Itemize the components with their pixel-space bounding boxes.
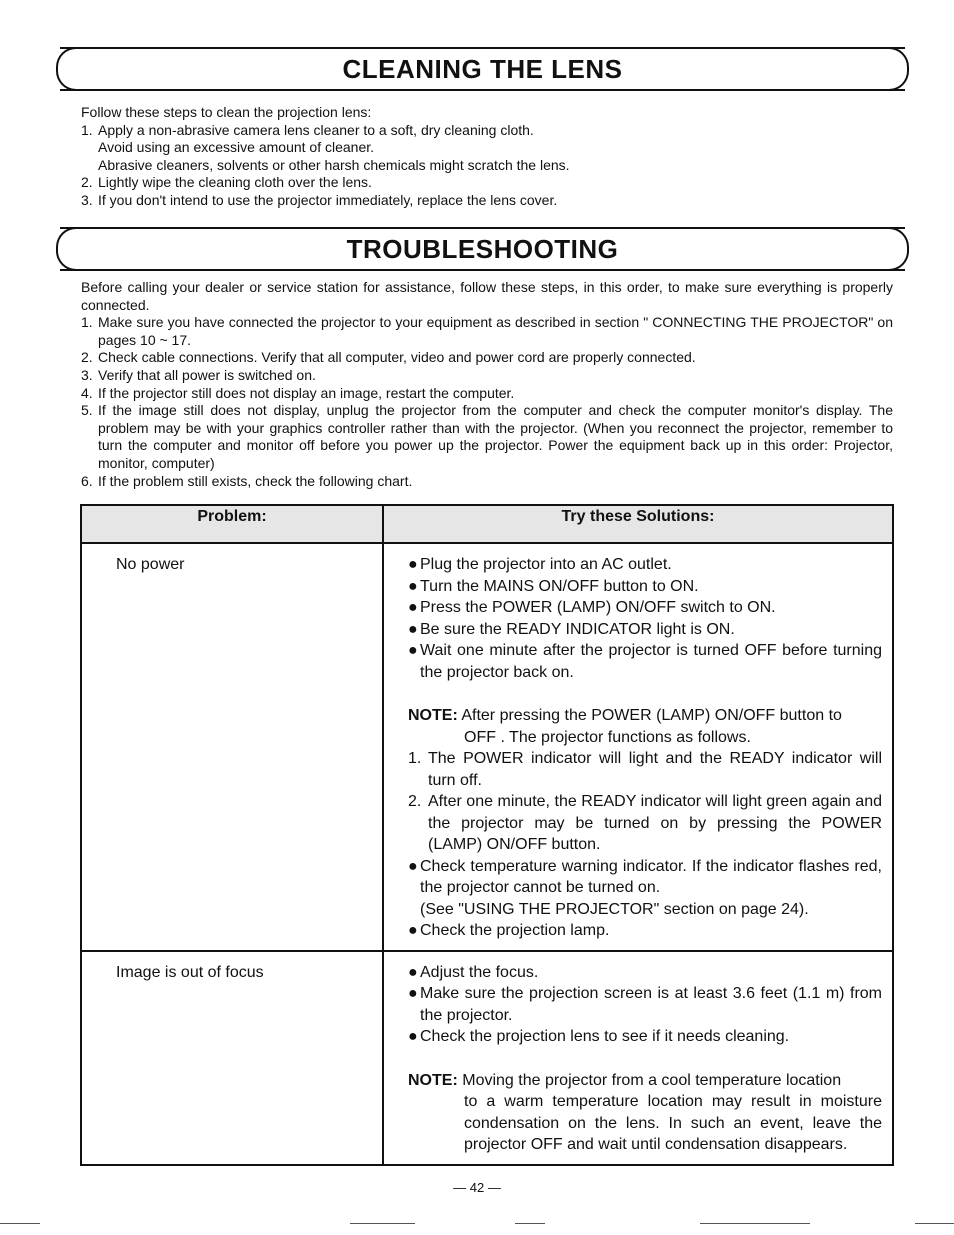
troubleshooting-step-1: 1. Make sure you have connected the projector to your equipment as described in section " CONNECTING THE PROJECTOR" on pages 10 ~ 17. (81, 314, 893, 348)
bullet-icon: ● (408, 922, 418, 939)
scan-artifact-line (515, 1223, 545, 1224)
note-block (408, 1070, 882, 1156)
bullet-icon: ● (408, 1028, 418, 1045)
troubleshooting-section-banner (60, 227, 905, 271)
troubleshooting-step-2: 2. Check cable connections. Verify that all computer, video and power cord are properly connected. (81, 349, 696, 366)
cleaning-step-3: 3. If you don't intend to use the projector immediately, replace the lens cover. (81, 191, 558, 208)
scan-artifact-line (0, 1223, 40, 1224)
scan-artifact-line (700, 1223, 810, 1224)
table-row (81, 951, 893, 1165)
solution-item: ● Be sure the READY INDICATOR light is ON. (408, 619, 882, 641)
troubleshooting-steps (81, 279, 893, 490)
solution-item: ● Check the projection lens to see if it needs cleaning. (408, 1026, 882, 1048)
note-label: NOTE: (408, 1071, 458, 1089)
note-text: to a warm temperature location may result in moisture condensation on the lens. In such an event, leave the projector OFF and wait until condensation disappears. (464, 1093, 882, 1153)
cleaning-intro: Follow these steps to clean the projection lens: (81, 104, 372, 120)
bullet-icon: ● (408, 857, 418, 875)
solution-item: ● Make sure the projection screen is at least 3.6 feet (1.1 m) from the projector. (408, 985, 882, 1024)
troubleshooting-intro: Before calling your dealer or service station for assistance, follow these steps, in this order, to make sure everything is properly connected. (81, 279, 893, 313)
troubleshooting-step-4: 4. If the projector still does not display an image, restart the computer. (81, 384, 515, 401)
header-problem: Problem: (81, 505, 383, 543)
solution-item: ● Wait one minute after the projector is turned OFF before turning the projector back on. (408, 642, 882, 681)
scan-artifact-line (915, 1223, 954, 1224)
solution-item: ● Plug the projector into an AC outlet. (408, 554, 882, 576)
cleaning-steps (81, 104, 893, 210)
troubleshooting-step-6: 6. If the problem still exists, check the following chart. (81, 472, 413, 489)
table-row (81, 543, 893, 951)
scan-artifact-line (350, 1223, 415, 1224)
solution-item: ● Turn the MAINS ON/OFF button to ON. (408, 576, 882, 598)
bullet-icon: ● (408, 963, 418, 981)
cleaning-title: CLEANING THE LENS (342, 54, 623, 84)
troubleshooting-table (80, 504, 894, 1166)
header-solutions: Try these Solutions: (383, 505, 893, 543)
solution-item: ● Adjust the focus. (408, 962, 882, 984)
problem-cell: No power (81, 543, 383, 951)
note-first-line: Moving the projector from a cool temperature location (462, 1071, 842, 1089)
solution-item: ● Check the projection lamp. (408, 920, 882, 942)
table-header-row (81, 505, 893, 543)
page-number: — 42 — (453, 1180, 501, 1195)
bullet-icon: ● (408, 620, 418, 638)
bullet-icon: ● (408, 599, 418, 616)
numbered-item: 2. After one minute, the READY indicator will light green again and the projector may be turned on by pressing the POWER (LAMP) ON/OFF button. (408, 793, 882, 853)
note-block (408, 705, 882, 748)
cleaning-section-banner (60, 47, 905, 91)
solutions-cell (383, 543, 893, 951)
bullet-icon: ● (408, 577, 418, 595)
solution-item: ● Check temperature warning indicator. If the indicator flashes red, the projector cannot be turned on. (See "USING THE PROJECTOR" section on page 24). (408, 856, 882, 921)
cleaning-step-2: 2. Lightly wipe the cleaning cloth over the lens. (81, 174, 372, 191)
numbered-item: 1. The POWER indicator will light and the READY indicator will turn off. (408, 750, 882, 789)
cleaning-step-1: 1. Apply a non-abrasive camera lens cleaner to a soft, dry cleaning cloth. Avoid using an excessive amount of cleaner. Abrasive cleaners, solvents or other harsh chemicals might scratch the lens. (81, 121, 570, 173)
note-label: NOTE: (408, 707, 458, 724)
bullet-icon: ● (408, 556, 418, 573)
solutions-cell (383, 951, 893, 1165)
problem-cell: Image is out of focus (81, 951, 383, 1165)
solution-item: ● Press the POWER (LAMP) ON/OFF switch to ON. (408, 597, 882, 619)
bullet-icon: ● (408, 642, 418, 659)
see-also-note: (See "USING THE PROJECTOR" section on page 24). (420, 900, 809, 918)
bullet-icon: ● (408, 985, 418, 1002)
troubleshooting-step-3: 3. Verify that all power is switched on. (81, 366, 316, 383)
troubleshooting-title: TROUBLESHOOTING (346, 234, 619, 264)
troubleshooting-step-5: 5. If the image still does not display, unplug the projector from the computer and check the computer monitor's display. The problem may be with your graphics controller rather than with the projector. (When you reconnect the projector, remember to turn the computer and monitor off before you power up the projector. Power the equipment back up in this order: Projector, monitor, computer) (81, 402, 893, 471)
note-first-line: After pressing the POWER (LAMP) ON/OFF button to (461, 707, 842, 724)
note-text: OFF . The projector functions as follows. (464, 728, 751, 746)
